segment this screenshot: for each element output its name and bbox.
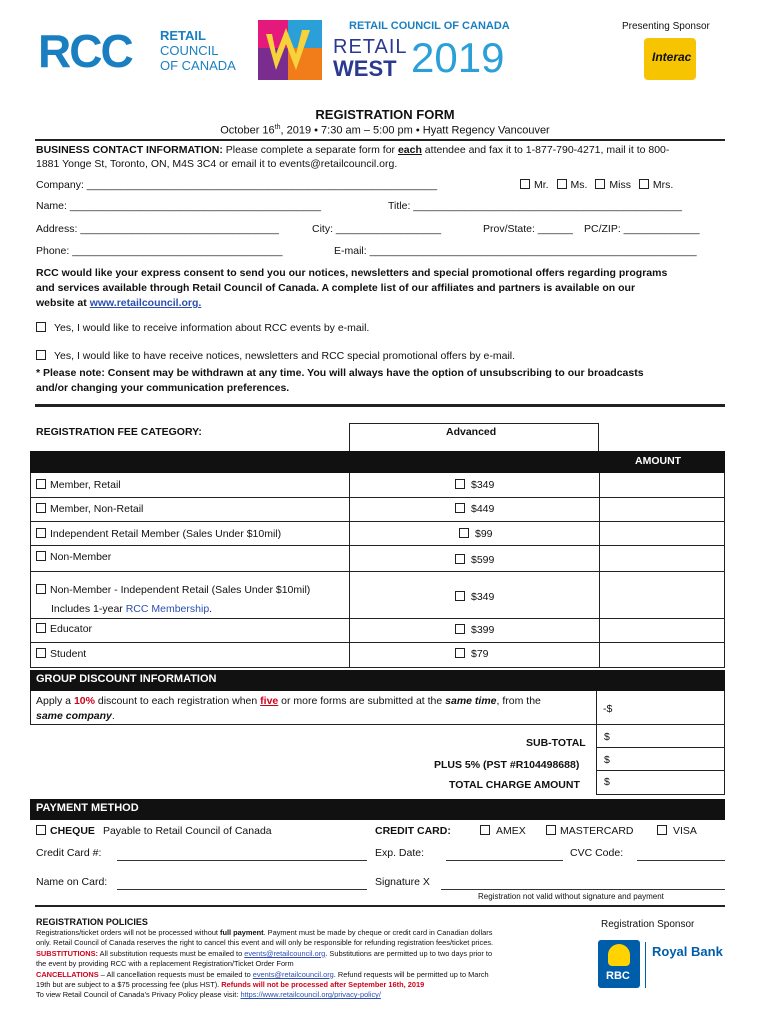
- cancellation-email-link[interactable]: events@retailcouncil.org: [252, 969, 334, 979]
- fee-price-member-retail[interactable]: [455, 479, 494, 491]
- checkbox-mastercard[interactable]: [546, 825, 556, 835]
- email-field[interactable]: E-mail: ________________________________________________________: [334, 245, 697, 257]
- event-date-line: [0, 124, 770, 137]
- group-t3: or more forms are submitted at the: [278, 695, 446, 707]
- name-field[interactable]: Name: ___________________________________________: [36, 200, 321, 212]
- fee-sub-post: .: [209, 603, 213, 615]
- cvc-label: CVC Code:: [570, 847, 624, 859]
- p5b: – All cancellation requests must be emailed to: [98, 969, 253, 979]
- policies-title: REGISTRATION POLICIES: [36, 917, 148, 927]
- rbc-text: RBC: [606, 970, 630, 982]
- royal-bank-text: Royal Bank: [652, 944, 723, 959]
- consent-line1: RCC would like your express consent to send you our notices, newsletters and special promotional offers regarding programs: [36, 267, 668, 279]
- rbc-divider: [645, 942, 646, 988]
- card-amex-label: AMEX: [496, 825, 526, 837]
- page-title: REGISTRATION FORM: [315, 107, 455, 122]
- table-divider: [31, 571, 724, 572]
- p3b: All substitution requests must be emailed to: [98, 948, 245, 958]
- fee-price: $399: [471, 624, 495, 636]
- name-on-card-label: Name on Card:: [36, 876, 108, 888]
- cc-number-label: Credit Card #:: [36, 847, 102, 859]
- city-field[interactable]: City: __________________: [312, 223, 442, 235]
- checkbox-visa[interactable]: [657, 825, 667, 835]
- tax-value[interactable]: $: [604, 754, 610, 766]
- fee-price: $349: [471, 591, 495, 603]
- consent-note: [36, 366, 730, 396]
- fee-label: Educator: [50, 623, 93, 635]
- rcc-logo: [38, 26, 238, 76]
- group-discount-header: GROUP DISCOUNT INFORMATION: [30, 670, 725, 691]
- date-line-post: , 2019 • 7:30 am – 5:00 pm • Hyatt Regency Vancouver: [280, 124, 550, 137]
- group-discount-text: [36, 694, 586, 724]
- totals-box: [596, 725, 725, 795]
- fee-row-educator[interactable]: [36, 623, 92, 635]
- payment-header: PAYMENT METHOD: [30, 799, 725, 820]
- event-org: RETAIL COUNCIL OF CANADA: [349, 20, 510, 32]
- cheque-note: Payable to Retail Council of Canada: [102, 825, 272, 837]
- policy-line5: [36, 970, 591, 980]
- policy-line4: the event by providing RCC with a replacement Registration/Ticket Order Form: [36, 959, 294, 969]
- rbc-logo: [598, 940, 640, 988]
- fee-price: $99: [475, 528, 493, 540]
- amount-header-bar: [30, 451, 725, 473]
- total-value[interactable]: $: [604, 776, 610, 788]
- date-sup: th: [274, 124, 281, 131]
- consent-option-events-label: Yes, I would like to receive information about RCC events by e-mail.: [54, 322, 370, 334]
- p5a: CANCELLATIONS: [36, 969, 99, 979]
- fee-row-member-non-retail[interactable]: [36, 503, 143, 515]
- checkbox-educator[interactable]: [36, 623, 46, 633]
- p1c: . Payment must be made by cheque or credit card in Canadian dollars: [263, 928, 493, 937]
- fee-price-independent-retail-member[interactable]: [459, 528, 493, 540]
- signature-note: Registration not valid without signature and payment: [478, 892, 664, 901]
- subtotal-value[interactable]: $: [604, 731, 610, 743]
- p3a: SUBSTITUTIONS:: [36, 948, 98, 958]
- group-t5: .: [111, 710, 115, 722]
- consent-option-events[interactable]: [36, 322, 369, 334]
- salutation-group: [520, 179, 673, 191]
- salutation-mrs: Mrs.: [652, 179, 674, 191]
- fee-price: $449: [471, 503, 495, 515]
- table-divider: [599, 473, 600, 667]
- tax-label: PLUS 5% (PST #R104498688): [434, 759, 580, 771]
- checkbox-price[interactable]: [455, 503, 465, 513]
- payment-cheque-option[interactable]: [36, 825, 272, 837]
- phone-field[interactable]: Phone: ____________________________________: [36, 245, 283, 257]
- registration-sponsor-label: Registration Sponsor: [601, 919, 695, 930]
- p6b: Refunds will not be processed after September 16th, 2019: [221, 980, 425, 990]
- retail-west-logo: [333, 20, 533, 82]
- group-t2: discount to each registration when: [94, 695, 261, 707]
- credit-card-label: CREDIT CARD:: [375, 825, 451, 837]
- table-divider: [31, 545, 724, 546]
- subtotal-label: SUB-TOTAL: [526, 737, 586, 749]
- table-divider: [596, 691, 597, 724]
- fee-row-independent-retail-member[interactable]: [36, 528, 281, 540]
- consent-line2: and services available through Retail Council of Canada. A complete list of our affiliates and partners is available on our: [36, 282, 636, 294]
- checkbox-student[interactable]: [36, 648, 46, 658]
- fee-category-label: REGISTRATION FEE CATEGORY:: [36, 426, 202, 438]
- address-field[interactable]: Address: __________________________________: [36, 223, 279, 235]
- table-divider: [349, 473, 350, 667]
- divider: [35, 905, 725, 907]
- advanced-column-header: [349, 423, 599, 453]
- discount-value[interactable]: -$: [603, 703, 613, 715]
- p3c: . Substitutions are permitted up to two days prior to: [325, 948, 493, 958]
- consent-website-link[interactable]: www.retailcouncil.org.: [89, 297, 202, 309]
- p6a: 19th but are subject to a $75 processing fee (plus HST).: [36, 980, 222, 990]
- signature-input[interactable]: [441, 889, 725, 890]
- fee-row-member-retail[interactable]: [36, 479, 121, 491]
- registration-policies: [36, 916, 591, 1001]
- fee-price: $599: [471, 554, 495, 566]
- table-divider: [31, 497, 724, 498]
- event-name-top: RETAIL: [333, 36, 408, 58]
- contact-text-b: attendee and fax it to 1-877-790-4271, mail it to 800-: [421, 144, 670, 156]
- checkbox-ms[interactable]: [557, 179, 567, 189]
- p1a: Registrations/ticket orders will not be processed without: [36, 928, 221, 937]
- checkbox-price[interactable]: [459, 528, 469, 538]
- group-same-time: same time: [445, 695, 497, 707]
- table-divider: [31, 521, 724, 522]
- interac-logo: [644, 38, 696, 80]
- policy-line3: [36, 949, 591, 959]
- rcc-membership-link[interactable]: RCC Membership: [125, 603, 210, 615]
- name-on-card-input[interactable]: [117, 889, 367, 890]
- advanced-label: Advanced: [446, 426, 497, 438]
- checkbox-amex[interactable]: [480, 825, 490, 835]
- date-line-pre: October 16: [220, 124, 275, 137]
- divider: [35, 404, 725, 407]
- contact-label: BUSINESS CONTACT INFORMATION:: [36, 144, 223, 156]
- title-field[interactable]: Title: ______________________________________________: [388, 200, 682, 212]
- consent-note-line2: and/or changing your communication preferences.: [36, 382, 290, 394]
- salutation-ms: Ms.: [570, 179, 588, 191]
- checkbox-price[interactable]: [455, 554, 465, 564]
- p7a: To view Retail Council of Canada’s Privacy Policy please visit:: [36, 990, 241, 1000]
- checkbox-member-retail[interactable]: [36, 479, 46, 489]
- rcc-name-line3: OF CANADA: [160, 58, 236, 73]
- group-same-company: same company: [36, 710, 112, 722]
- total-label: TOTAL CHARGE AMOUNT: [449, 779, 580, 791]
- fee-row-student[interactable]: [36, 648, 86, 660]
- consent-note-line1: * Please note: Consent may be withdrawn at any time. You will always have the option of unsubscribing to our broadcasts: [36, 367, 644, 379]
- checkbox-price[interactable]: [455, 591, 465, 601]
- policy-line6: [36, 980, 591, 990]
- event-name-bottom: WEST: [333, 56, 397, 81]
- fee-price: $79: [471, 648, 489, 660]
- interac-logo-text: Interac: [652, 50, 692, 64]
- salutation-miss: Miss: [609, 179, 631, 191]
- card-visa-label: VISA: [673, 825, 697, 837]
- checkbox-cheque[interactable]: [36, 825, 46, 835]
- card-mastercard-label: MASTERCARD: [560, 825, 634, 837]
- checkbox-independent-retail-member[interactable]: [36, 528, 46, 538]
- checkbox-miss[interactable]: [595, 179, 605, 189]
- divider: [35, 139, 725, 141]
- rcc-name-line2: COUNCIL: [160, 43, 219, 58]
- fee-sub-pre: Includes 1-year: [51, 603, 126, 615]
- table-divider: [597, 770, 724, 771]
- consent-option-newsletters[interactable]: [36, 350, 515, 362]
- signature-label: Signature X: [375, 876, 430, 888]
- substitution-email-link[interactable]: events@retailcouncil.org: [244, 948, 326, 958]
- fee-price-non-member[interactable]: [455, 554, 494, 566]
- checkbox-member-non-retail[interactable]: [36, 503, 46, 513]
- fee-price-educator[interactable]: [455, 624, 494, 636]
- p5c: . Refund requests will be permitted up to March: [333, 969, 489, 979]
- consent-text: [36, 266, 730, 311]
- checkbox-non-member-independent[interactable]: [36, 584, 46, 594]
- policy-line7: [36, 990, 591, 1000]
- checkbox-price[interactable]: [455, 479, 465, 489]
- checkbox-non-member[interactable]: [36, 551, 46, 561]
- table-divider: [31, 642, 724, 643]
- presenting-sponsor-label: Presenting Sponsor: [622, 21, 710, 32]
- fee-row-non-member[interactable]: [36, 551, 111, 563]
- exp-date-input[interactable]: [446, 860, 563, 861]
- company-field[interactable]: Company: ____________________________________________________________: [36, 179, 438, 191]
- rcc-name-line1: RETAIL: [160, 28, 206, 43]
- card-option-amex[interactable]: [480, 825, 526, 837]
- fee-label: Non-Member: [50, 551, 112, 563]
- checkbox-mrs[interactable]: [639, 179, 649, 189]
- fee-price-student[interactable]: [455, 648, 489, 660]
- checkbox-mr[interactable]: [520, 179, 530, 189]
- contact-text-a: Please complete a separate form for: [222, 144, 398, 156]
- rbc-shield-icon: [608, 944, 630, 966]
- checkbox-price[interactable]: [455, 624, 465, 634]
- fee-row-non-member-independent[interactable]: [36, 581, 310, 619]
- fee-label: Member, Non-Retail: [50, 503, 144, 515]
- table-divider: [597, 747, 724, 748]
- amount-label: AMOUNT: [635, 455, 682, 467]
- event-year: 2019: [411, 34, 505, 81]
- group-t1: Apply a: [36, 695, 74, 707]
- checkbox-consent-newsletters[interactable]: [36, 350, 46, 360]
- retail-west-logo-graphic: [258, 20, 322, 80]
- fee-price: $349: [471, 479, 495, 491]
- contact-text-each: each: [397, 144, 422, 156]
- consent-option-newsletters-label: Yes, I would like to have receive notices, newsletters and RCC special promotional offers by e-mail.: [54, 350, 516, 362]
- fee-price-member-non-retail[interactable]: [455, 503, 494, 515]
- fee-label: Independent Retail Member (Sales Under $10mil): [50, 528, 282, 540]
- cvc-input[interactable]: [637, 860, 725, 861]
- group-five: five: [260, 695, 279, 707]
- contact-instructions: [36, 143, 726, 171]
- checkbox-price[interactable]: [455, 648, 465, 658]
- rcc-logo-mark: RCC: [38, 25, 132, 77]
- group-pct: 10%: [73, 695, 95, 707]
- card-option-mastercard[interactable]: [546, 825, 634, 837]
- fee-label: Non-Member - Independent Retail (Sales Under $10mil): [50, 584, 311, 596]
- card-option-visa[interactable]: [657, 825, 697, 837]
- cc-number-input[interactable]: [117, 860, 367, 861]
- fee-price-non-member-independent[interactable]: [455, 591, 494, 603]
- fee-label: Student: [50, 648, 87, 660]
- policy-line2: only. Retail Council of Canada reserves the right to cancel this event and will only be responsible for refunding registration fees/ticket prices.: [36, 938, 494, 948]
- privacy-policy-link[interactable]: https://www.retailcouncil.org/privacy-policy/: [240, 990, 381, 1000]
- group-t4: , from the: [496, 695, 541, 707]
- checkbox-consent-events[interactable]: [36, 322, 46, 332]
- pczip-field[interactable]: PC/ZIP: _____________: [584, 223, 700, 235]
- salutation-mr: Mr.: [534, 179, 549, 191]
- exp-date-label: Exp. Date:: [375, 847, 425, 859]
- p1b: full payment: [220, 928, 264, 937]
- policy-line1: [36, 928, 591, 938]
- prov-field[interactable]: Prov/State: ______: [483, 223, 573, 235]
- consent-line3: website at: [36, 297, 90, 309]
- fee-label: Member, Retail: [50, 479, 121, 491]
- cheque-label: CHEQUE: [50, 825, 95, 837]
- contact-text-c: 1881 Yonge St, Toronto, ON, M4S 3C4 or email it to events@retailcouncil.org.: [36, 158, 398, 170]
